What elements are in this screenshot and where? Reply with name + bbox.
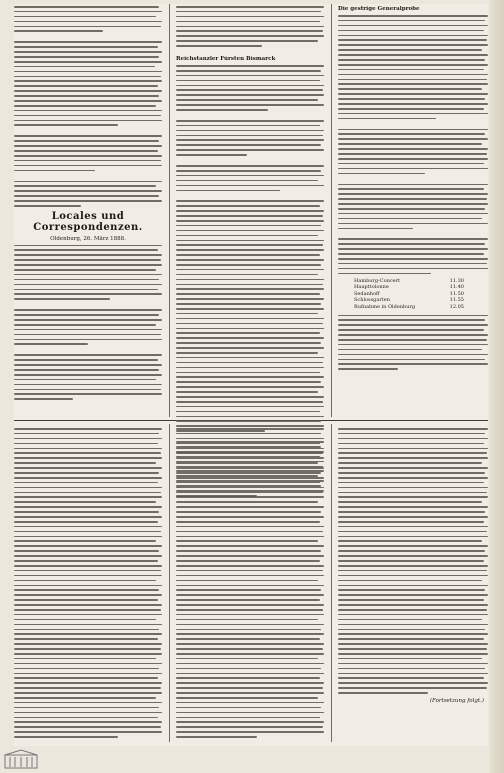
column-rule-3 (169, 424, 170, 742)
program-label: Schlossgarten (354, 297, 390, 304)
article-lead-phrase: Die gestrige Generalprobe (338, 6, 420, 12)
library-stamp (4, 749, 38, 769)
column-rule-2 (331, 4, 332, 417)
article-paragraph (14, 181, 162, 207)
feuilleton-text (14, 428, 162, 738)
page-edge (490, 0, 504, 773)
article-paragraph (176, 120, 324, 156)
concert-program-table (354, 278, 488, 311)
article-paragraph (14, 6, 162, 32)
dateline: Oldenburg, 26. März 1888. (50, 235, 126, 242)
article-paragraph (338, 129, 488, 175)
article-paragraph (338, 238, 488, 274)
article-paragraph (176, 65, 324, 111)
program-total-label: Rufnahme in Oldenburg (354, 303, 416, 310)
feuilleton-text (176, 428, 324, 738)
feuilleton-column-3 (338, 428, 488, 704)
program-value: 11.55 (449, 297, 464, 304)
feuilleton-column-1 (14, 428, 162, 741)
program-row (354, 284, 464, 291)
article-paragraph (176, 6, 324, 47)
newspaper-page (14, 4, 488, 746)
program-row (354, 278, 464, 285)
column-rule-4 (331, 424, 332, 742)
article-paragraph (14, 41, 162, 126)
article-lead-phrase: Reichstanzler Fürsten Bismarck (176, 56, 276, 63)
program-value: 11.30 (449, 277, 464, 284)
article-paragraph (176, 165, 324, 191)
concert-program (338, 278, 488, 311)
program-row (354, 297, 464, 304)
news-column-1 (14, 6, 162, 403)
section-heading: Locales und Correspondenzen. (33, 210, 143, 233)
article-paragraph (14, 135, 162, 171)
feuilleton-column-2 (176, 428, 324, 741)
program-total-row (354, 304, 464, 311)
article-paragraph (14, 245, 162, 300)
program-label: Hamburg-Concert (354, 277, 400, 284)
feuilleton-text (338, 428, 488, 694)
article-paragraph (338, 315, 488, 370)
program-label: Haupttolonne (354, 284, 389, 291)
article-paragraph (176, 200, 324, 431)
article-paragraph (338, 184, 488, 230)
news-column-2 (176, 6, 324, 500)
article-paragraph (14, 309, 162, 345)
article-paragraph (14, 354, 162, 400)
program-row (354, 291, 464, 298)
program-value: 11.40 (449, 284, 464, 291)
program-label: Sedanhoff (354, 290, 380, 297)
column-rule-1 (169, 4, 170, 417)
program-value: 11.50 (449, 290, 464, 297)
program-total-value: 12.05 (449, 303, 464, 310)
building-icon (4, 749, 38, 769)
article-paragraph (338, 15, 488, 119)
continuation-note: (Fortsetzung folgt.) (429, 697, 484, 704)
news-column-3 (338, 6, 488, 373)
